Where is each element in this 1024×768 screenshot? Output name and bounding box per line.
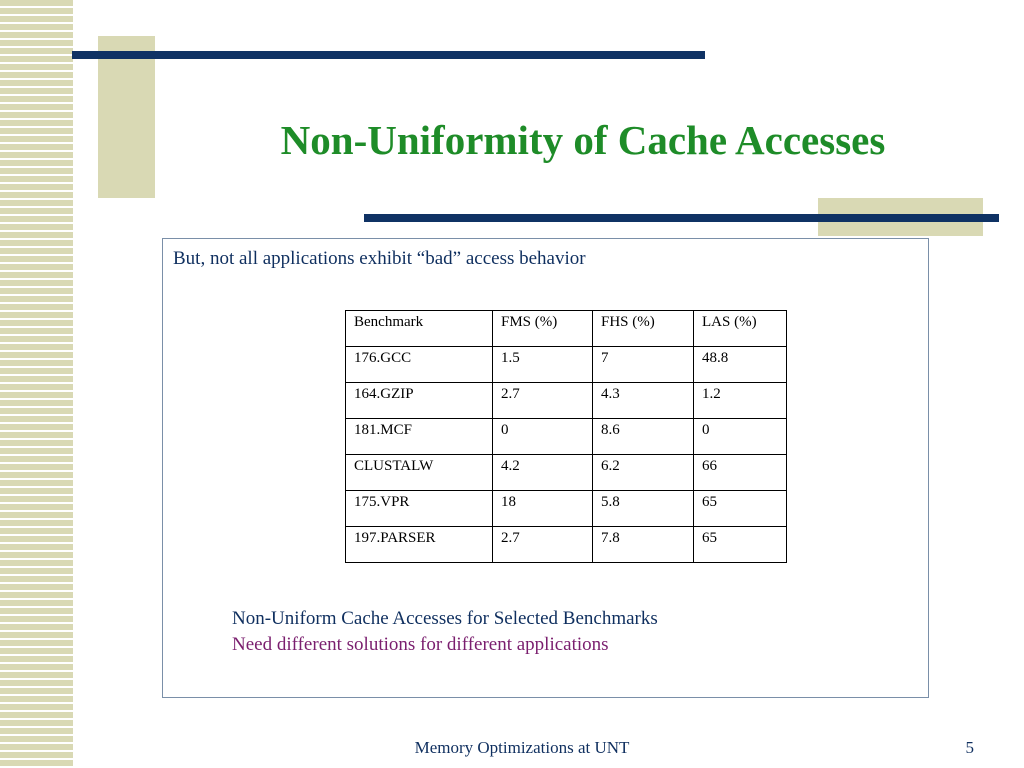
conclusion-note: Need different solutions for different applications (232, 634, 609, 655)
table-row (346, 383, 787, 419)
table-header-cell: LAS (%) (694, 311, 787, 347)
table-cell: 2.7 (493, 527, 593, 563)
table-header-cell: FHS (%) (593, 311, 694, 347)
table-header-cell: FMS (%) (493, 311, 593, 347)
table-header-row (346, 311, 787, 347)
table-cell: 5.8 (593, 491, 694, 527)
table-caption: Non-Uniform Cache Accesses for Selected Benchmarks (232, 608, 658, 629)
page-number: 5 (965, 738, 974, 757)
table-cell: 0 (694, 419, 787, 455)
table-cell: 7.8 (593, 527, 694, 563)
title-bottom-rule (364, 214, 999, 222)
table-cell: 4.2 (493, 455, 593, 491)
table-row (346, 419, 787, 455)
table-header-cell: Benchmark (346, 311, 493, 347)
table-cell: 175.VPR (346, 491, 493, 527)
table-cell: 8.6 (593, 419, 694, 455)
benchmark-table (345, 310, 787, 563)
table-cell: 181.MCF (346, 419, 493, 455)
table-cell: 1.2 (694, 383, 787, 419)
table-cell: 4.3 (593, 383, 694, 419)
table-cell: 66 (694, 455, 787, 491)
slide-title: Non-Uniformity of Cache Accesses (280, 117, 886, 163)
table-cell: 176.GCC (346, 347, 493, 383)
table-cell: 164.GZIP (346, 383, 493, 419)
table-cell: 48.8 (694, 347, 787, 383)
table-row (346, 491, 787, 527)
footer-text: Memory Optimizations at UNT (414, 738, 630, 757)
table-cell: 65 (694, 527, 787, 563)
table-cell: 6.2 (593, 455, 694, 491)
table-cell: 1.5 (493, 347, 593, 383)
table-cell: CLUSTALW (346, 455, 493, 491)
table-cell: 2.7 (493, 383, 593, 419)
table-row (346, 347, 787, 383)
table-cell: 18 (493, 491, 593, 527)
left-stripe-decoration (0, 0, 73, 768)
table-row (346, 527, 787, 563)
tan-accent-block-top (98, 36, 155, 198)
table-cell: 7 (593, 347, 694, 383)
intro-text: But, not all applications exhibit “bad” access behavior (173, 248, 586, 269)
table-cell: 65 (694, 491, 787, 527)
table-row (346, 455, 787, 491)
table-cell: 197.PARSER (346, 527, 493, 563)
title-top-rule (72, 51, 705, 59)
table-cell: 0 (493, 419, 593, 455)
